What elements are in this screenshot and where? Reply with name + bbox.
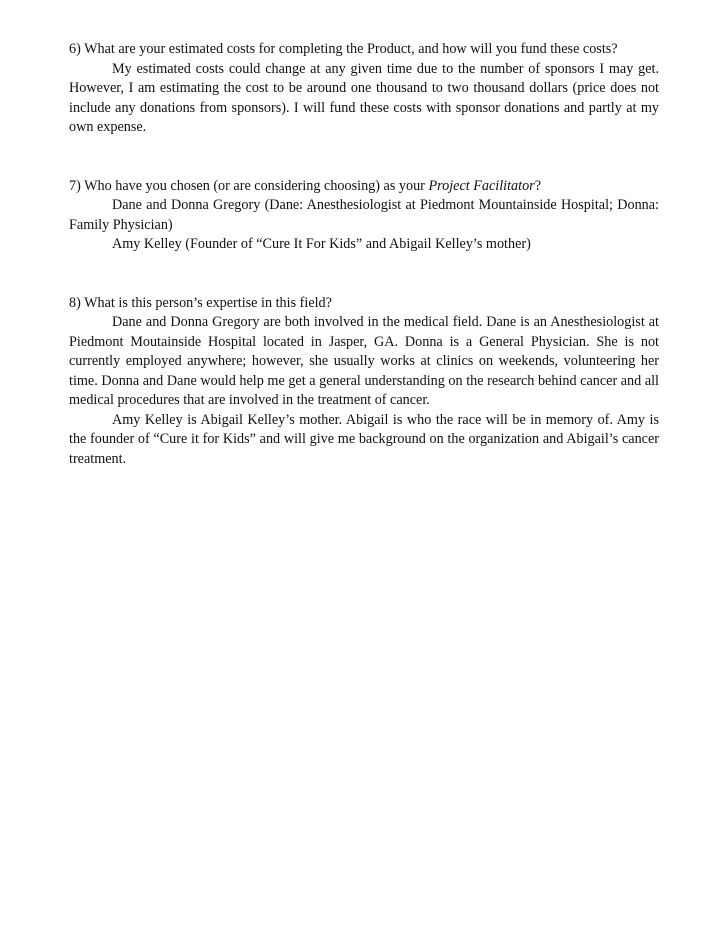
question-7-prefix: 7) Who have you chosen (or are considering choosing) as your <box>69 177 429 194</box>
answer-paragraph: Amy Kelley (Founder of “Cure It For Kids” and Abigail Kelley’s mother) <box>112 236 531 252</box>
answer-paragraph: Dane and Donna Gregory are both involved in the medical field. Dane is an Anesthesiologist at Piedmont Moutainside Hospital located in Jasper, GA. Donna is a General Physician. She is not currently employed anywhere; however, she usually works at clinics on weekends, volunteering her time. Donna and Dane would help me get a general understanding on the research behind cancer and all medical procedures that are involved in the treatment of cancer. <box>69 314 659 408</box>
document-page <box>69 40 659 508</box>
question-7-suffix: ? <box>534 177 542 194</box>
section-estimated-costs <box>69 40 659 138</box>
answer-paragraph: Amy Kelley is Abigail Kelley’s mother. Abigail is who the race will be in memory of. Amy is the founder of “Cure it for Kids” and will give me background on the organization and Abigail’s cancer treatment. <box>69 411 659 467</box>
question-7 <box>69 177 659 197</box>
section-expertise <box>69 294 659 470</box>
question-7-emphasis: Project Facilitator <box>428 177 535 194</box>
answer-paragraph: Dane and Donna Gregory (Dane: Anesthesiologist at Piedmont Mountainside Hospital; Donna: Family Physician) <box>69 197 659 233</box>
section-project-facilitator <box>69 177 659 255</box>
question-6: 6) What are your estimated costs for completing the Product, and how will you fund these costs? <box>69 41 618 57</box>
answer-paragraph: My estimated costs could change at any given time due to the number of sponsors I may get. However, I am estimating the cost to be around one thousand to two thousand dollars (price does not include any donations from sponsors). I will fund these costs with sponsor donations and partly at my own expense. <box>69 60 659 135</box>
question-8: 8) What is this person’s expertise in this field? <box>69 294 332 311</box>
